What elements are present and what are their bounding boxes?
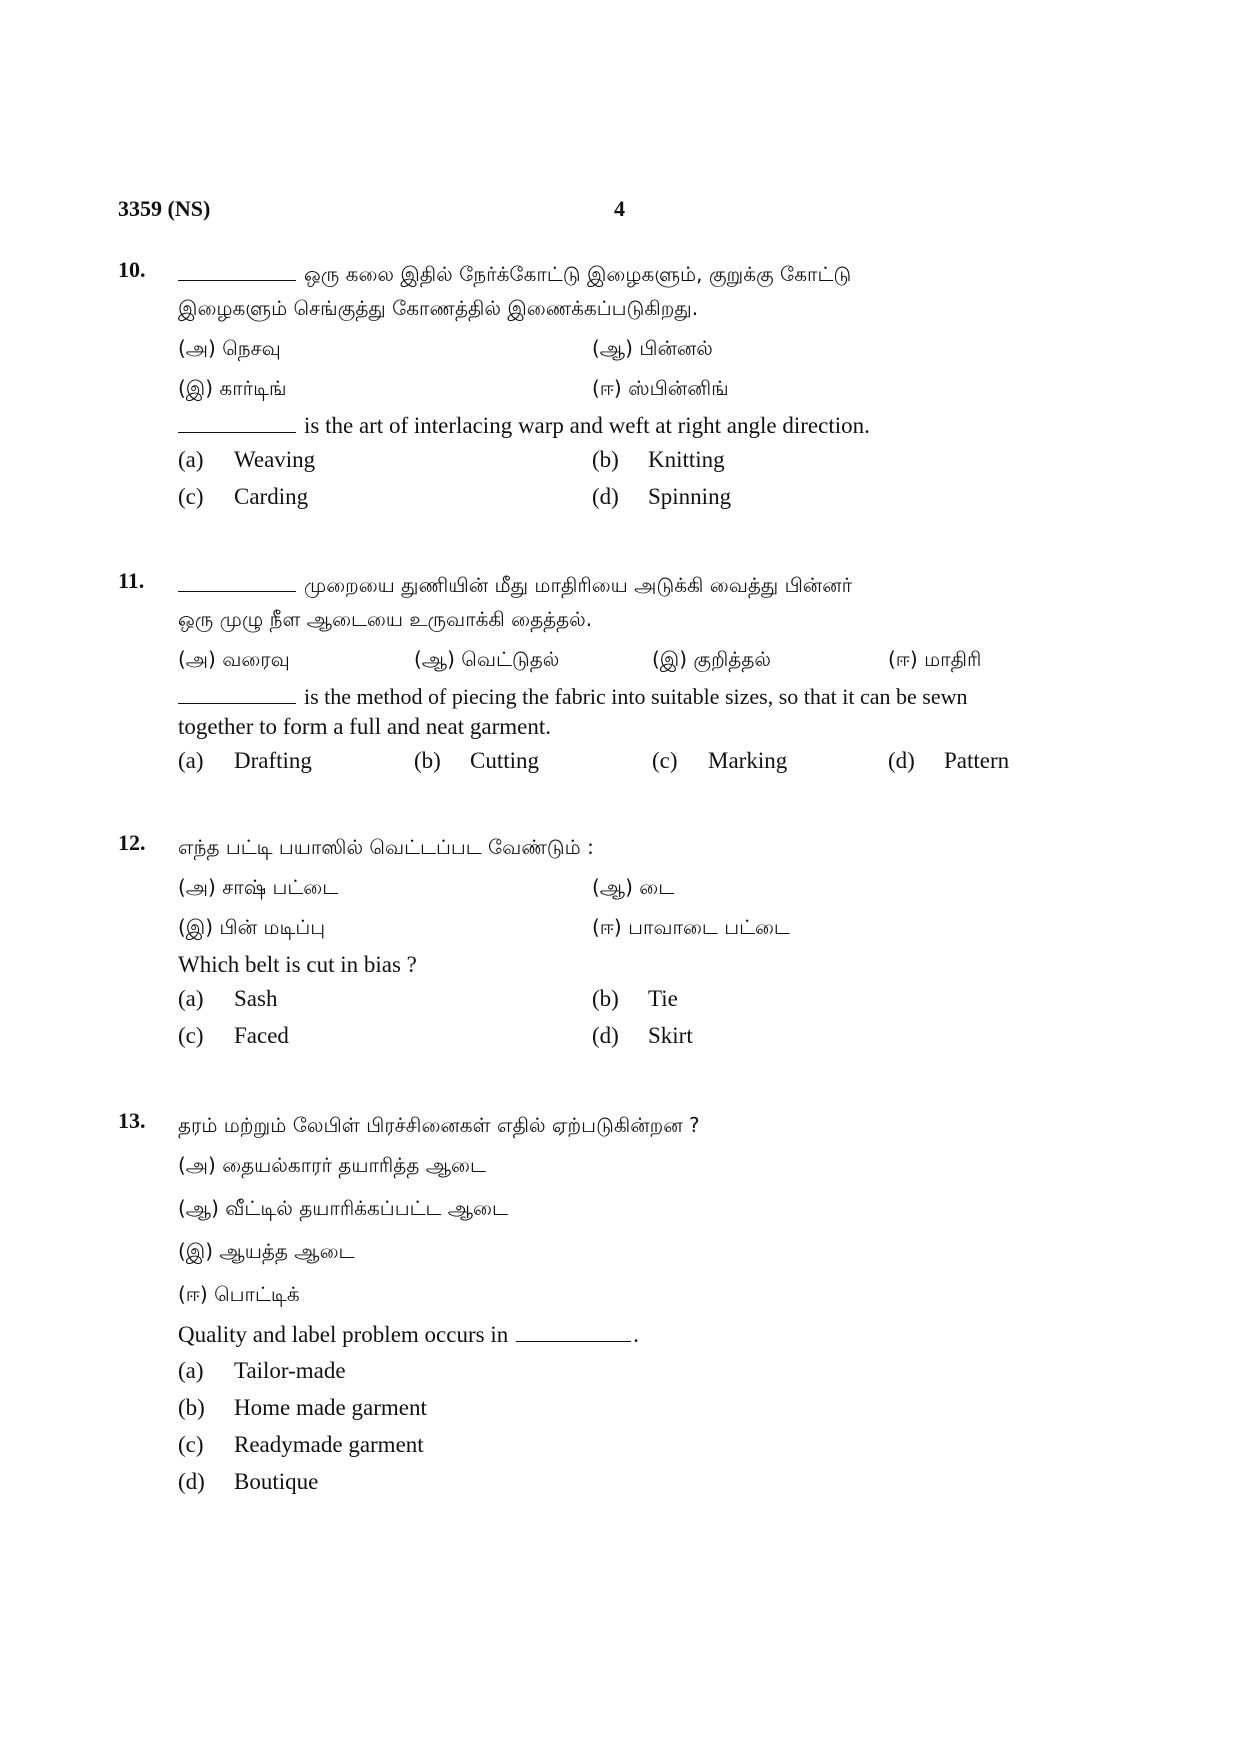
answer-blank <box>178 685 296 704</box>
question-number: 12. <box>118 830 146 855</box>
option-tamil-d: (ஈ) பாவாடை பட்டை <box>592 915 790 939</box>
option-tamil-b: (ஆ) வெட்டுதல் <box>414 647 560 671</box>
question-english: is the art of interlacing warp and weft at right angle direction. <box>178 411 1118 441</box>
english-options <box>178 746 1118 786</box>
tamil-options <box>178 331 1118 371</box>
option-tamil-a: (அ) நெசவு <box>178 336 281 360</box>
option-a: (a) Sash <box>178 986 278 1011</box>
answer-blank <box>516 1323 631 1342</box>
question-tamil-line: ஒரு கலை இதில் நேர்க்கோட்டு இழைகளும், குறுக்கு கோட்டு <box>178 257 1118 291</box>
option-tamil-c: (இ) கார்டிங் <box>178 376 287 400</box>
option-tamil-c: (இ) ஆயத்த ஆடை <box>178 1239 355 1263</box>
paper-code: 3359 (NS) <box>118 196 211 221</box>
english-options <box>178 1356 1118 1504</box>
question-tamil-line: ஒரு முழு நீள ஆடையை உருவாக்கி தைத்தல். <box>178 607 593 631</box>
question-number: 10. <box>118 257 146 282</box>
option-d: (d) Skirt <box>592 1023 693 1048</box>
question-tamil-line: இழைகளும் செங்குத்து கோணத்தில் இணைக்கப்படுகிறது. <box>178 296 699 320</box>
tamil-options <box>178 1148 1118 1320</box>
option-tamil-b: (ஆ) வீட்டில் தயாரிக்கப்பட்ட ஆடை <box>178 1196 508 1220</box>
option-d: (d) Spinning <box>592 484 732 509</box>
question-english-line: together to form a full and neat garment. <box>178 714 551 739</box>
option-b: (b) Tie <box>592 986 678 1011</box>
option-tamil-a: (அ) வரைவு <box>178 647 290 671</box>
option-a: (a) Weaving <box>178 447 316 472</box>
option-a: (a) Drafting <box>178 748 312 773</box>
tamil-options <box>178 642 1118 682</box>
option-d: (d) Pattern <box>888 748 1010 773</box>
answer-blank <box>178 262 296 281</box>
option-a: (a) Tailor-made <box>178 1358 346 1383</box>
option-tamil-c: (இ) பின் மடிப்பு <box>178 915 326 939</box>
option-tamil-d: (ஈ) ஸ்பின்னிங் <box>592 376 729 400</box>
question-english: Which belt is cut in bias ? <box>178 952 417 977</box>
page-number: 4 <box>614 196 625 221</box>
tamil-options <box>178 870 1118 910</box>
option-tamil-c: (இ) குறித்தல் <box>652 647 771 671</box>
question-tamil: எந்த பட்டி பயாஸில் வெட்டப்பட வேண்டும் : <box>178 835 594 859</box>
question-tamil-line: முறையை துணியின் மீது மாதிரியை அடுக்கி வைத்து பின்னர் <box>178 568 1118 602</box>
option-b: (b) Cutting <box>414 748 540 773</box>
answer-blank <box>178 573 296 592</box>
option-tamil-d: (ஈ) பொட்டிக் <box>178 1282 300 1306</box>
option-tamil-a: (அ) சாஷ் பட்டை <box>178 875 339 899</box>
question-number: 11. <box>118 568 145 593</box>
english-options <box>178 445 1118 482</box>
tamil-options <box>178 910 1118 950</box>
english-options <box>178 984 1118 1021</box>
page-header <box>118 196 1118 226</box>
english-options <box>178 482 1118 519</box>
option-c: (c) Carding <box>178 484 309 509</box>
answer-blank <box>178 414 296 433</box>
option-c: (c) Marking <box>652 748 788 773</box>
tamil-options <box>178 371 1118 411</box>
question-tamil: தரம் மற்றும் லேபிள் பிரச்சினைகள் எதில் ஏற்படுகின்றன ? <box>178 1113 700 1137</box>
option-tamil-b: (ஆ) பின்னல் <box>592 336 713 360</box>
option-tamil-d: (ஈ) மாதிரி <box>888 647 982 671</box>
question-english: Quality and label problem occurs in . <box>178 1322 639 1347</box>
option-c: (c) Readymade garment <box>178 1432 424 1457</box>
option-d: (d) Boutique <box>178 1469 319 1494</box>
english-options <box>178 1021 1118 1058</box>
question-number: 13. <box>118 1108 146 1133</box>
option-b: (b) Knitting <box>592 447 725 472</box>
option-tamil-a: (அ) தையல்காரர் தயாரித்த ஆடை <box>178 1153 486 1177</box>
option-b: (b) Home made garment <box>178 1395 427 1420</box>
question-english-line: is the method of piecing the fabric into suitable sizes, so that it can be sewn <box>178 682 1118 712</box>
option-tamil-b: (ஆ) டை <box>592 875 675 899</box>
option-c: (c) Faced <box>178 1023 289 1048</box>
